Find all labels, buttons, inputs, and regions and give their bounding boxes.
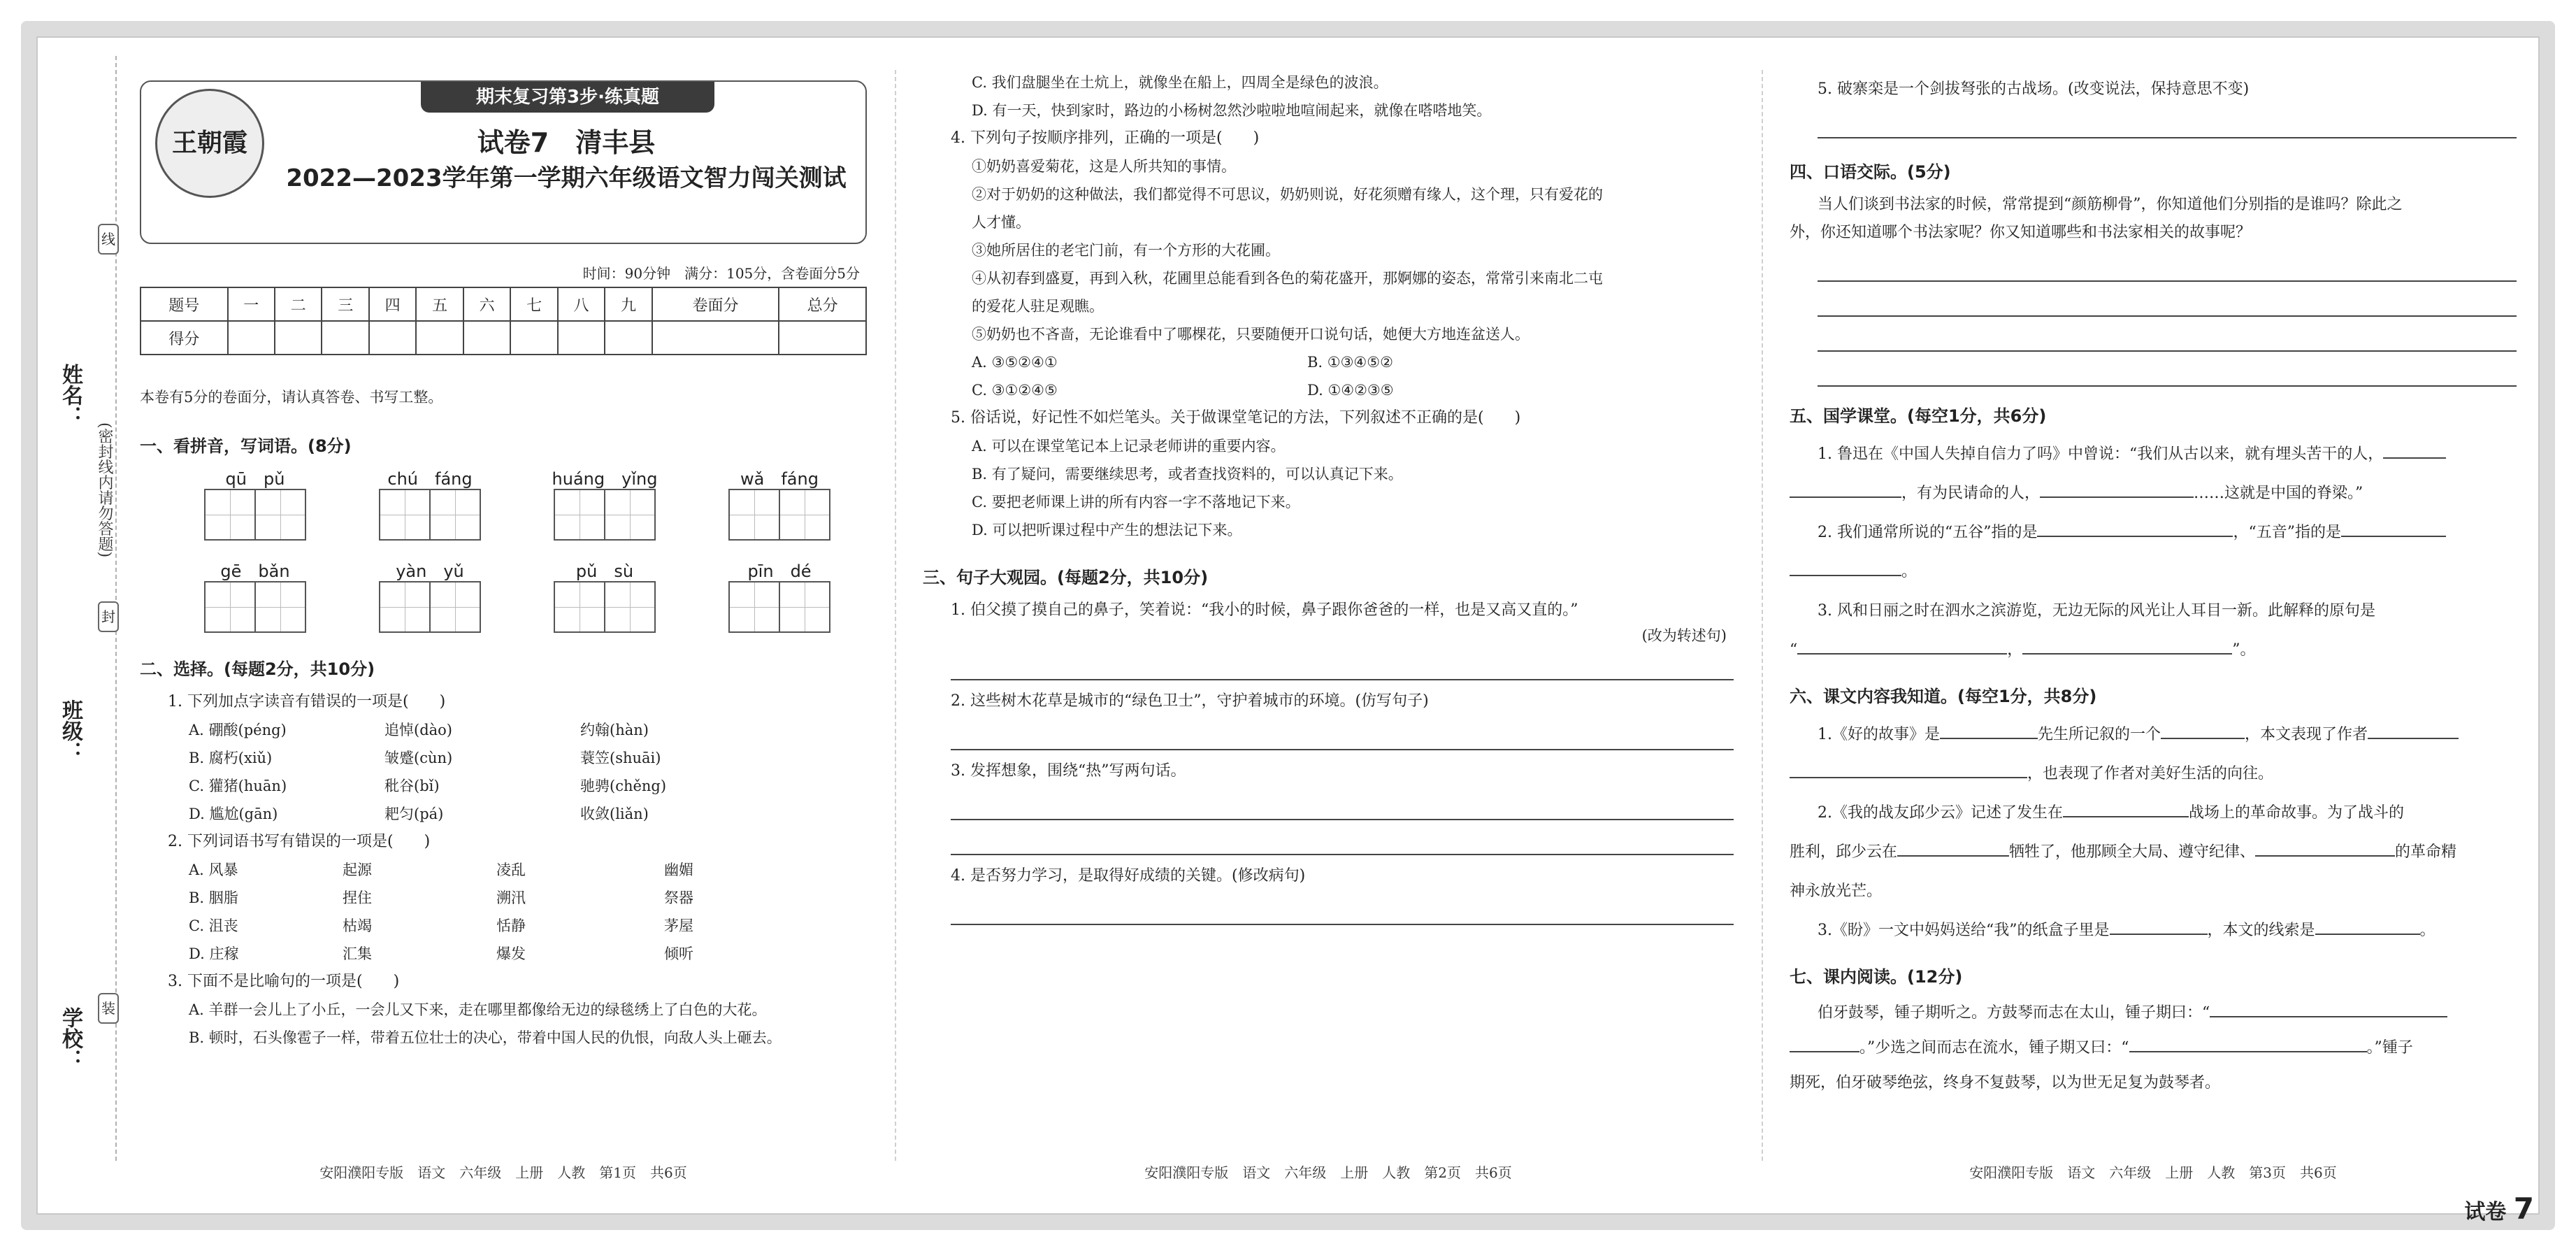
blank[interactable] xyxy=(2368,720,2459,739)
answer-line[interactable] xyxy=(1818,110,2517,138)
question-2-5: 5. 俗话说，好记性不如烂笔头。关于做课堂笔记的方法，下列叙述不正确的是( ) xyxy=(951,409,1521,427)
writing-boxes[interactable] xyxy=(379,489,481,541)
question-2-3: 3. 下面不是比喻句的一项是( ) xyxy=(168,973,400,990)
pinyin-text: chú fáng xyxy=(387,469,473,489)
answer-line[interactable] xyxy=(1818,359,2517,387)
sentence-item: ③她所居住的老宅门前，有一个方形的大花圃。 xyxy=(972,242,1280,259)
fill-blank-3b: “ ， ”。 xyxy=(1790,631,2517,670)
exam-title: 试卷7 清丰县 xyxy=(477,127,656,158)
question-2-2: 2. 下列词语书写有错误的一项是( ) xyxy=(168,833,431,850)
pinyin-text: huáng yǐng xyxy=(552,469,658,489)
score-cell: 三 xyxy=(322,287,368,321)
fill-blank-3: 3. 风和日丽之时在泗水之滨游览，无边无际的风光让人耳目一新。此解释的原句是 xyxy=(1818,602,2375,620)
score-cell: 四 xyxy=(369,287,416,321)
pinyin-word xyxy=(168,465,343,542)
answer-line[interactable] xyxy=(951,792,1734,820)
column-divider xyxy=(1762,70,1763,1161)
sentence-task-2: 2. 这些树木花草是城市的“绿色卫士”，守护着城市的环境。(仿写句子) xyxy=(951,692,1429,710)
score-blank[interactable] xyxy=(416,321,463,355)
score-blank[interactable] xyxy=(779,321,866,355)
score-cell: 一 xyxy=(228,287,275,321)
writing-boxes[interactable] xyxy=(728,489,830,541)
score-cell: 六 xyxy=(463,287,510,321)
page-footer: 安阳濮阳专版 语文 六年级 上册 人教 第2页 共6页 xyxy=(1144,1164,1512,1181)
score-blank[interactable] xyxy=(463,321,510,355)
blank[interactable] xyxy=(1790,478,1901,498)
section-2-title: 二、选择。(每题2分，共10分) xyxy=(140,659,375,679)
paragraph-line: 当人们谈到书法家的时候，常常提到“颜筋柳骨”，你知道他们分别指的是谁吗？除此之 xyxy=(1818,196,2403,213)
reading-line: 期死，伯牙破琴绝弦，终身不复鼓琴，以为世无足复为鼓琴者。 xyxy=(1790,1074,2221,1092)
sentence-item: ⑤奶奶也不吝啬，无论谁看中了哪棵花，只要随便开口说句话，她便大方地连盆送人。 xyxy=(972,326,1530,343)
fill-blank-k2b: 胜利，邱少云在 牺牲了，他那顾全大局、遵守纪律、 的革命精 xyxy=(1790,833,2517,872)
writing-boxes[interactable] xyxy=(728,581,830,633)
blank[interactable] xyxy=(2063,798,2189,817)
blank[interactable] xyxy=(1940,720,2038,739)
score-cell: 总分 xyxy=(779,287,866,321)
blank[interactable] xyxy=(2383,439,2446,459)
paragraph-line: 外，你还知道哪个书法家呢？你又知道哪些和书法家相关的故事呢？ xyxy=(1790,224,2252,241)
option-row: A. ③⑤②④① B. ①③④⑤② xyxy=(972,354,1393,371)
score-cell: 卷面分 xyxy=(652,287,779,321)
class-label: 班级： xyxy=(58,699,82,762)
seal-mark-seal: 封 xyxy=(98,601,119,632)
option-line: C. 我们盘腿坐在土炕上，就像坐在船上，四周全是绿色的波浪。 xyxy=(972,74,1388,91)
option-row: A. 硼酸(péng) 追悼(dào) 约翰(hàn) xyxy=(189,722,649,738)
score-row-label: 得分 xyxy=(141,321,228,355)
sentence-item: ②对于奶奶的这种做法，我们都觉得不可思议，奶奶则说，好花须赠有缘人，这个理，只有爱花的 xyxy=(972,186,1603,203)
pinyin-text: yàn yǔ xyxy=(396,562,464,581)
exam-subtitle: 2022—2023学年第一学期六年级语文智力闯关测试 xyxy=(286,164,847,192)
sentence-task-5: 5. 破寨栾是一个剑拔弩张的古战场。(改变说法，保持意思不变) xyxy=(1818,80,2250,98)
exam-header xyxy=(140,80,867,244)
page-1 xyxy=(140,49,867,1182)
option-line: D. 有一天，快到家时，路边的小杨树忽然沙啦啦地喧闹起来，就像在嗒嗒地笑。 xyxy=(972,102,1492,119)
blank[interactable] xyxy=(2040,478,2194,498)
exam-meta: 时间：90分钟 满分：105分，含卷面分5分 xyxy=(582,265,860,282)
writing-boxes[interactable] xyxy=(204,489,306,541)
option-row: D. 尴尬(gān) 耙匀(pá) 收敛(liǎn) xyxy=(189,806,649,822)
answer-line[interactable] xyxy=(951,722,1734,750)
question-2-4: 4. 下列句子按顺序排列，正确的一项是( ) xyxy=(951,129,1260,147)
section-6-title: 六、课文内容我知道。(每空1分，共8分) xyxy=(1790,687,2097,706)
option-row: C. 獾猪(huān) 秕谷(bǐ) 驰骋(chěng) xyxy=(189,778,667,794)
score-cell: 五 xyxy=(416,287,463,321)
page-footer: 安阳濮阳专版 语文 六年级 上册 人教 第3页 共6页 xyxy=(1969,1164,2337,1181)
paper-number: 试卷 7 xyxy=(2464,1192,2534,1226)
publisher-logo: 王朝霞 xyxy=(155,89,264,198)
sentence-task-3: 3. 发挥想象，围绕“热”写两句话。 xyxy=(951,762,1186,780)
intro-note: 本卷有5分的卷面分，请认真答卷、书写工整。 xyxy=(140,389,443,406)
pinyin-word xyxy=(168,557,343,634)
blank[interactable] xyxy=(1790,759,2027,778)
option-row: B. 胭脂 捏住 溯汛 祭器 xyxy=(189,889,693,906)
option-row: D. 庄稼 汇集 爆发 倾听 xyxy=(189,945,693,962)
option-line: C. 要把老师课上讲的所有内容一字不落地记下来。 xyxy=(972,494,1300,510)
score-blank[interactable] xyxy=(605,321,652,355)
pinyin-word xyxy=(343,465,517,542)
score-blank[interactable] xyxy=(652,321,779,355)
question-2-1: 1. 下列加点字读音有错误的一项是( ) xyxy=(168,693,446,710)
sentence-item: 的爱花人驻足观瞧。 xyxy=(972,298,1104,315)
fill-blank-k1: 1.《好的故事》是 先生所记叙的一个 ，本文表现了作者 xyxy=(1790,715,2517,755)
pinyin-text: pīn dé xyxy=(747,562,812,581)
option-row: C. 沮丧 枯竭 恬静 茅屋 xyxy=(189,917,693,934)
sentence-task-1: 1. 伯父摸了摸自己的鼻子，笑着说：“我小的时候，鼻子跟你爸爸的一样，也是又高又直的。” xyxy=(951,601,1578,619)
section-4-title: 四、口语交际。(5分) xyxy=(1790,162,1951,182)
review-banner: 期末复习第3步·练真题 xyxy=(421,82,714,113)
column-divider xyxy=(895,70,896,1161)
task-tag: (改为转述句) xyxy=(1641,627,1727,644)
seal-note: (密封线内请勿答题) xyxy=(94,420,115,560)
fill-blank-k2: 2.《我的战友邱少云》记述了发生在 战场上的革命故事。为了战斗的 xyxy=(1790,794,2517,833)
seal-mark-bind: 装 xyxy=(98,993,119,1024)
blank[interactable] xyxy=(2037,517,2233,537)
name-label: 姓名： xyxy=(58,364,82,427)
blank[interactable] xyxy=(2255,837,2395,857)
seal-mark-line: 线 xyxy=(98,224,119,255)
score-blank[interactable] xyxy=(558,321,605,355)
pinyin-text: qū pǔ xyxy=(225,469,285,489)
reading-line: 。”少选之间而志在流水，锺子期又曰：“ 。”锺子 xyxy=(1790,1031,2517,1066)
pinyin-word xyxy=(517,557,692,634)
writing-boxes[interactable] xyxy=(554,581,656,633)
score-entry-row xyxy=(141,321,866,355)
option-line: A. 可以在课堂笔记本上记录老师讲的重要内容。 xyxy=(972,438,1286,455)
fill-blank-2b: 。 xyxy=(1790,552,2517,592)
section-5-title: 五、国学课堂。(每空1分，共6分) xyxy=(1790,406,2047,426)
score-header-row xyxy=(141,287,866,321)
option-line: B. 有了疑问，需要继续思考，或者查找资料的，可以认真记下来。 xyxy=(972,466,1403,482)
blank[interactable] xyxy=(2110,915,2208,935)
blank[interactable] xyxy=(1790,1033,1859,1052)
score-cell: 二 xyxy=(275,287,322,321)
blank[interactable] xyxy=(2161,720,2245,739)
sentence-item: ④从初春到盛夏，再到入秋，花圃里总能看到各色的菊花盛开，那婀娜的姿态，常常引来南北二屯 xyxy=(972,270,1603,287)
section-3-title: 三、句子大观园。(每题2分，共10分) xyxy=(923,568,1209,587)
blank[interactable] xyxy=(2210,998,2447,1017)
score-blank[interactable] xyxy=(322,321,368,355)
reading-line: 伯牙鼓琴，锺子期听之。方鼓琴而志在太山，锺子期曰：“ xyxy=(1790,996,2517,1031)
answer-line[interactable] xyxy=(951,827,1734,855)
sentence-task-4: 4. 是否努力学习，是取得好成绩的关键。(修改病句) xyxy=(951,867,1306,885)
school-label: 学校： xyxy=(58,1007,82,1070)
sentence-item: ①奶奶喜爱菊花，这是人所共知的事情。 xyxy=(972,158,1236,175)
score-cell: 七 xyxy=(510,287,557,321)
option-row: A. 风暴 起源 凌乱 幽媚 xyxy=(189,862,693,878)
blank[interactable] xyxy=(2315,915,2420,935)
score-cell: 九 xyxy=(605,287,652,321)
blank[interactable] xyxy=(2022,635,2232,655)
option-line: D. 可以把听课过程中产生的想法记下来。 xyxy=(972,522,1242,538)
fill-blank-2: 2. 我们通常所说的“五谷”指的是 ，“五音”指的是 xyxy=(1790,513,2517,552)
blank[interactable] xyxy=(1797,635,2007,655)
option-line: A. 羊群一会儿上了小丘，一会儿又下来，走在哪里都像给无边的绿毯绣上了白色的大花。 xyxy=(189,1001,767,1018)
option-line: B. 顿时，石头像雹子一样，带着五位壮士的决心，带着中国人民的仇恨，向敌人头上砸去。 xyxy=(189,1029,782,1046)
answer-line[interactable] xyxy=(951,897,1734,925)
pinyin-grid xyxy=(168,465,867,634)
option-row: B. 腐朽(xiǔ) 皱蹙(cùn) 蓑笠(shuāi) xyxy=(189,750,661,766)
binding-margin xyxy=(49,56,119,1175)
answer-line[interactable] xyxy=(1818,324,2517,352)
blank[interactable] xyxy=(1790,557,1901,576)
page-footer: 安阳濮阳专版 语文 六年级 上册 人教 第1页 共6页 xyxy=(319,1164,687,1181)
score-cell: 题号 xyxy=(141,287,228,321)
sentence-item: 人才懂。 xyxy=(972,214,1030,231)
answer-line[interactable] xyxy=(951,652,1734,680)
score-blank[interactable] xyxy=(228,321,275,355)
fill-blank-k2c: 神永放光芒。 xyxy=(1790,882,1883,900)
pinyin-word xyxy=(343,557,517,634)
blank[interactable] xyxy=(2129,1033,2367,1052)
fill-blank-1: 1. 鲁迅在《中国人失掉自信力了吗》中曾说：“我们从古以来，就有埋头苦干的人， xyxy=(1790,435,2517,474)
score-blank[interactable] xyxy=(510,321,557,355)
pinyin-word xyxy=(692,557,867,634)
answer-line[interactable] xyxy=(1818,254,2517,282)
blank[interactable] xyxy=(1897,837,2009,857)
section-7-title: 七、课内阅读。(12分) xyxy=(1790,967,1963,987)
section-1-title: 一、看拼音，写词语。(8分) xyxy=(140,436,352,456)
score-table xyxy=(140,287,867,355)
fill-blank-k1b: ，也表现了作者对美好生活的向往。 xyxy=(1790,755,2517,794)
pinyin-word xyxy=(517,465,692,542)
answer-line[interactable] xyxy=(1818,289,2517,317)
writing-boxes[interactable] xyxy=(554,489,656,541)
pinyin-word xyxy=(692,465,867,542)
page-2 xyxy=(923,49,1734,1182)
score-blank[interactable] xyxy=(369,321,416,355)
blank[interactable] xyxy=(2341,517,2446,537)
pinyin-text: pǔ sù xyxy=(575,562,634,581)
option-row: C. ③①②④⑤ D. ①④②③⑤ xyxy=(972,382,1394,399)
pinyin-text: wǎ fáng xyxy=(740,469,819,489)
score-cell: 八 xyxy=(558,287,605,321)
writing-boxes[interactable] xyxy=(204,581,306,633)
page-3 xyxy=(1790,49,2517,1182)
fill-blank-1b: ，有为民请命的人， ……这就是中国的脊梁。” xyxy=(1790,474,2517,513)
fill-blank-k3: 3.《盼》一文中妈妈送给“我”的纸盒子里是 ，本文的线索是 。 xyxy=(1790,911,2517,950)
writing-boxes[interactable] xyxy=(379,581,481,633)
score-blank[interactable] xyxy=(275,321,322,355)
pinyin-text: gē bǎn xyxy=(220,562,290,581)
